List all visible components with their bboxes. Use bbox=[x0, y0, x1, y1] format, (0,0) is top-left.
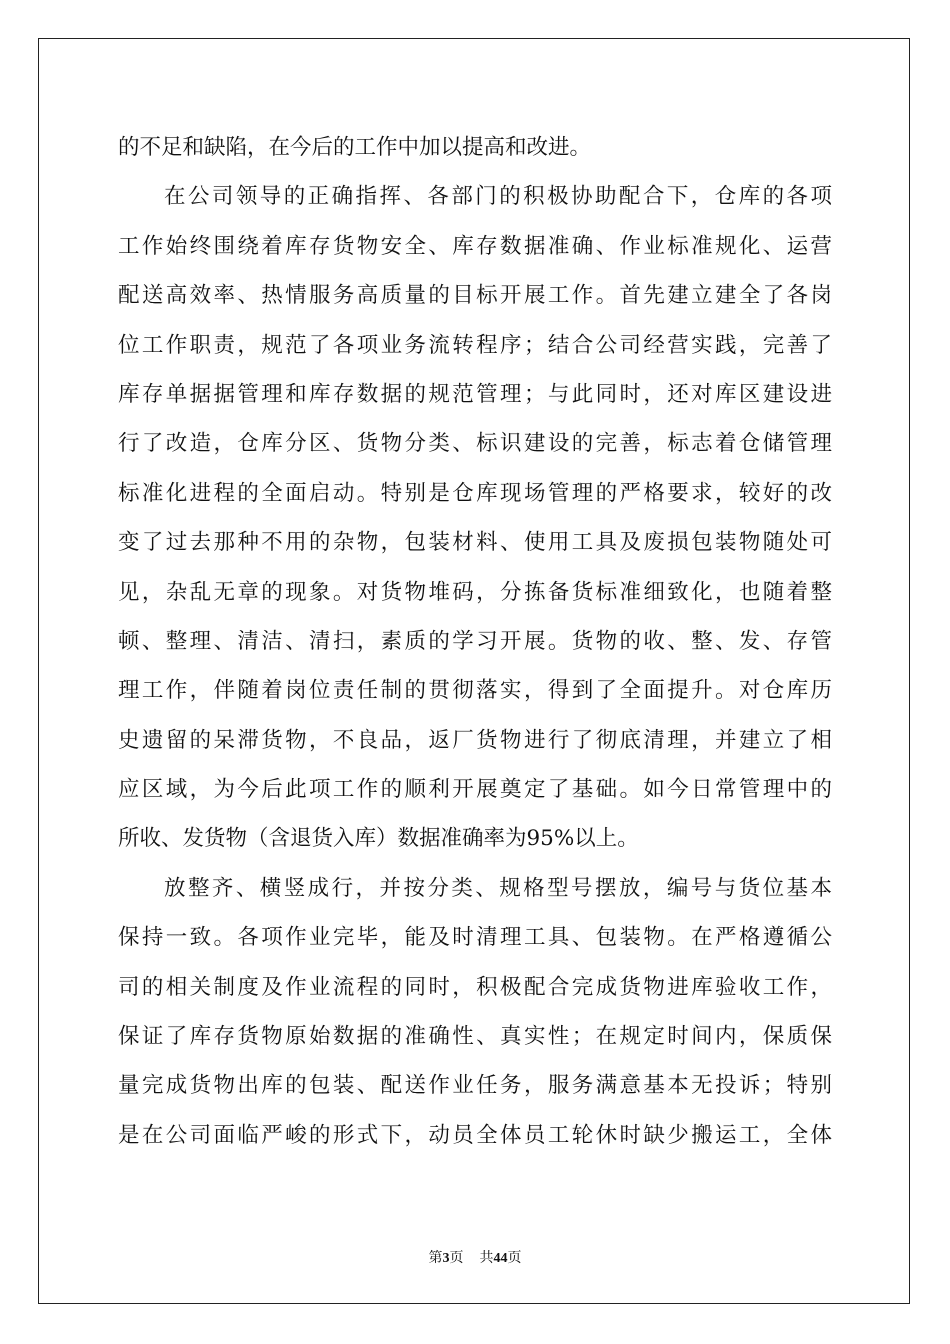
text-line: 见，杂乱无章的现象。对货物堆码，分拣备货标准细致化，也随着整 bbox=[118, 579, 832, 605]
text-line: 配送高效率、热情服务高质量的目标开展工作。首先建立建全了各岗 bbox=[118, 283, 832, 309]
text-line: 所收、发货物（含退货入库）数据准确率为95%以上。 bbox=[118, 826, 639, 852]
total-label-suffix: 页 bbox=[507, 1251, 522, 1266]
text-line: 的不足和缺陷，在今后的工作中加以提高和改进。 bbox=[118, 135, 592, 160]
text-line: 理工作，伴随着岗位责任制的贯彻落实，得到了全面提升。对仓库历 bbox=[118, 678, 832, 704]
text-line: 库存单据据管理和库存数据的规范管理；与此同时，还对库区建设进 bbox=[118, 381, 832, 407]
text-line: 在公司领导的正确指挥、各部门的积极协助配合下，仓库的各项 bbox=[164, 184, 832, 210]
page-label-prefix: 第 bbox=[428, 1251, 443, 1266]
text-line: 工作始终围绕着库存货物安全、库存数据准确、作业标准规化、运营 bbox=[118, 233, 832, 259]
text-line: 保证了库存货物原始数据的准确性、真实性；在规定时间内，保质保 bbox=[118, 1024, 832, 1050]
document-body bbox=[118, 123, 832, 1160]
text-line: 变了过去那种不用的杂物，包装材料、使用工具及废损包装物随处可 bbox=[118, 530, 832, 556]
text-line: 史遗留的呆滞货物，不良品，返厂货物进行了彻底清理，并建立了相 bbox=[118, 727, 832, 753]
text-line: 司的相关制度及作业流程的同时，积极配合完成货物进库验收工作， bbox=[118, 974, 832, 1000]
text-line: 标准化进程的全面启动。特别是仓库现场管理的严格要求，较好的改 bbox=[118, 480, 832, 506]
text-line: 量完成货物出库的包装、配送作业任务，服务满意基本无投诉；特别 bbox=[118, 1073, 832, 1099]
text-line: 顿、整理、清洁、清扫，素质的学习开展。货物的收、整、发、存管 bbox=[118, 628, 832, 654]
text-line: 是在公司面临严峻的形式下，动员全体员工轮休时缺少搬运工，全体 bbox=[118, 1122, 832, 1148]
text-line: 行了改造，仓库分区、货物分类、标识建设的完善，标志着仓储管理 bbox=[118, 431, 832, 457]
page-label-suffix: 页 bbox=[449, 1251, 464, 1266]
text-line: 应区域，为今后此项工作的顺利开展奠定了基础。如今日常管理中的 bbox=[118, 777, 832, 803]
text-line: 放整齐、横竖成行，并按分类、规格型号摆放，编号与货位基本 bbox=[164, 875, 832, 901]
total-label-prefix: 共 bbox=[479, 1251, 494, 1266]
total-pages: 44 bbox=[493, 1251, 508, 1266]
page-number: 3 bbox=[442, 1251, 450, 1266]
text-line: 位工作职责，规范了各项业务流转程序；结合公司经营实践，完善了 bbox=[118, 332, 832, 358]
page-footer bbox=[0, 1247, 950, 1267]
text-line: 保持一致。各项作业完毕，能及时清理工具、包装物。在严格遵循公 bbox=[118, 925, 832, 951]
